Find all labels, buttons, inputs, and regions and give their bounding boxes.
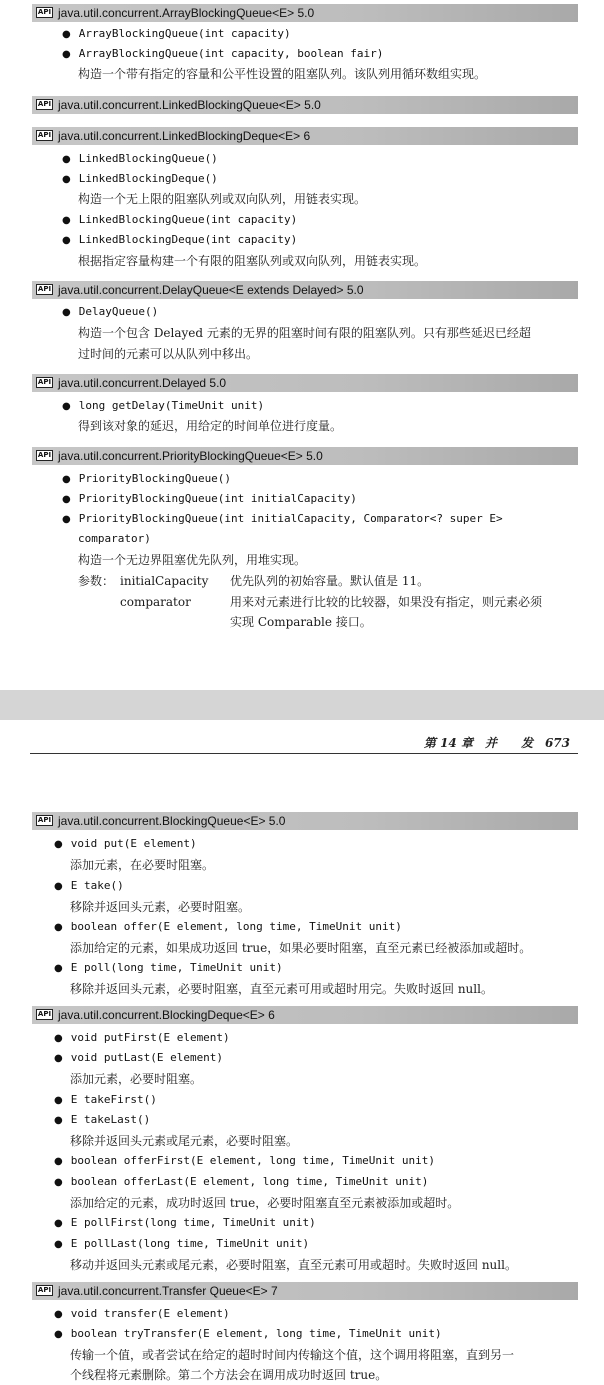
page-2 xyxy=(0,720,604,1382)
method-description: 个线程将元素删除。第二个方法会在调用成功时返回 true。 xyxy=(70,1368,388,1382)
api-badge: API xyxy=(37,1286,52,1294)
api-header-title: java.util.concurrent.LinkedBlockingDeque<E> 6 xyxy=(58,129,311,143)
method-signature: ● boolean offerFirst(E element, long time, TimeUnit unit) xyxy=(54,1154,435,1167)
method-description: 移除并返回头元素，必要时阻塞，直至元素可用或超时用完。失败时返回 null。 xyxy=(70,982,493,996)
param-description: 用来对元素进行比较的比较器，如果没有指定，则元素必须 xyxy=(230,595,543,609)
api-header-linked-blocking-deque xyxy=(32,127,578,145)
page-gap xyxy=(0,690,604,720)
method-signature: ● E pollFirst(long time, TimeUnit unit) xyxy=(54,1216,316,1229)
method-signature: ● LinkedBlockingQueue(int capacity) xyxy=(62,213,298,226)
method-description: 添加给定的元素，成功时返回 true，必要时阻塞直至元素被添加或超时。 xyxy=(70,1196,460,1210)
method-signature: ● boolean offer(E element, long time, TimeUnit unit) xyxy=(54,920,402,933)
method-signature: ● E poll(long time, TimeUnit unit) xyxy=(54,961,283,974)
method-signature: ● LinkedBlockingQueue() xyxy=(62,152,218,165)
api-header-blocking-deque xyxy=(32,1006,578,1024)
method-signature: ● LinkedBlockingDeque() xyxy=(62,172,218,185)
method-description: 移除并返回头元素或尾元素，必要时阻塞。 xyxy=(70,1134,299,1148)
method-description: 得到该对象的延迟，用给定的时间单位进行度量。 xyxy=(78,419,343,433)
api-header-title: java.util.concurrent.PriorityBlockingQueue<E> 5.0 xyxy=(58,449,323,463)
method-description: 移动并返回头元素或尾元素，必要时阻塞，直至元素可用或超时。失败时返回 null。 xyxy=(70,1258,517,1272)
api-header-priority-blocking-queue xyxy=(32,447,578,465)
method-description: 构造一个无上限的阻塞队列或双向队列，用链表实现。 xyxy=(78,192,367,206)
api-badge: API xyxy=(37,816,52,824)
method-signature: ● DelayQueue() xyxy=(62,305,159,318)
api-header-title: java.util.concurrent.LinkedBlockingQueue<E> 5.0 xyxy=(58,98,321,112)
method-signature: ● E takeLast() xyxy=(54,1113,151,1126)
method-signature: ● E take() xyxy=(54,879,124,892)
method-signature: ● void put(E element) xyxy=(54,837,197,850)
api-header-title: java.util.concurrent.BlockingQueue<E> 5.0 xyxy=(58,814,286,828)
method-signature-continuation: comparator) xyxy=(78,532,151,545)
param-description: 优先队列的初始容量。默认值是 11。 xyxy=(230,574,430,588)
api-badge: API xyxy=(37,100,52,108)
api-header-transfer-queue xyxy=(32,1282,578,1300)
method-signature: ● E pollLast(long time, TimeUnit unit) xyxy=(54,1237,310,1250)
method-signature: ● LinkedBlockingDeque(int capacity) xyxy=(62,233,298,246)
api-header-delay-queue xyxy=(32,281,578,299)
method-signature: ● void transfer(E element) xyxy=(54,1307,230,1320)
params-label: 参数： xyxy=(78,574,115,588)
param-name: comparator xyxy=(120,595,191,609)
method-signature: ● PriorityBlockingQueue(int initialCapacity) xyxy=(62,492,357,505)
api-badge: API xyxy=(37,285,52,293)
api-header-array-blocking-queue xyxy=(32,4,578,22)
method-signature: ● void putLast(E element) xyxy=(54,1051,224,1064)
page-1 xyxy=(0,0,604,690)
header-rule xyxy=(30,753,578,754)
api-badge: API xyxy=(37,378,52,386)
method-signature: ● ArrayBlockingQueue(int capacity, boolean fair) xyxy=(62,47,384,60)
running-header: 第 14 章 并 发 673 xyxy=(423,736,570,750)
api-header-delayed xyxy=(32,374,578,392)
method-signature: ● ArrayBlockingQueue(int capacity) xyxy=(62,27,291,40)
method-description: 构造一个带有指定的容量和公平性设置的阻塞队列。该队列用循环数组实现。 xyxy=(78,67,487,81)
method-signature: ● PriorityBlockingQueue() xyxy=(62,472,232,485)
api-header-title: java.util.concurrent.BlockingDeque<E> 6 xyxy=(58,1008,275,1022)
method-description: 添加元素，在必要时阻塞。 xyxy=(70,858,215,872)
api-badge: API xyxy=(37,131,52,139)
param-name: initialCapacity xyxy=(120,574,209,588)
method-description: 传输一个值，或者尝试在给定的超时时间内传输这个值，这个调用将阻塞，直到另一 xyxy=(70,1348,515,1362)
api-header-title: java.util.concurrent.ArrayBlockingQueue<E> 5.0 xyxy=(58,6,315,20)
method-description: 移除并返回头元素，必要时阻塞。 xyxy=(70,900,251,914)
api-header-title: java.util.concurrent.Transfer Queue<E> 7 xyxy=(58,1284,278,1298)
method-description: 构造一个包含 Delayed 元素的无界的阻塞时间有限的阻塞队列。只有那些延迟已经超 xyxy=(78,326,531,340)
method-signature: ● long getDelay(TimeUnit unit) xyxy=(62,399,265,412)
api-header-title: java.util.concurrent.Delayed 5.0 xyxy=(58,376,227,390)
method-description: 添加元素，必要时阻塞。 xyxy=(70,1072,203,1086)
api-header-blocking-queue xyxy=(32,812,578,830)
method-description: 根据指定容量构建一个有限的阻塞队列或双向队列，用链表实现。 xyxy=(78,254,427,268)
method-signature: ● void putFirst(E element) xyxy=(54,1031,230,1044)
method-signature: ● PriorityBlockingQueue(int initialCapacity, Comparator<? super E> xyxy=(62,512,503,525)
method-signature: ● E takeFirst() xyxy=(54,1093,157,1106)
method-description: 过时间的元素可以从队列中移出。 xyxy=(78,347,259,361)
api-header-title: java.util.concurrent.DelayQueue<E extends Delayed> 5.0 xyxy=(58,283,364,297)
api-badge: API xyxy=(37,451,52,459)
method-description: 添加给定的元素，如果成功返回 true，如果必要时阻塞，直至元素已经被添加或超时。 xyxy=(70,941,532,955)
method-signature: ● boolean tryTransfer(E element, long time, TimeUnit unit) xyxy=(54,1327,442,1340)
api-header-linked-blocking-queue xyxy=(32,96,578,114)
api-badge: API xyxy=(37,1010,52,1018)
method-signature: ● boolean offerLast(E element, long time, TimeUnit unit) xyxy=(54,1175,429,1188)
param-description-continuation: 实现 Comparable 接口。 xyxy=(230,615,372,629)
method-description: 构造一个无边界阻塞优先队列，用堆实现。 xyxy=(78,553,307,567)
api-badge: API xyxy=(37,8,52,16)
